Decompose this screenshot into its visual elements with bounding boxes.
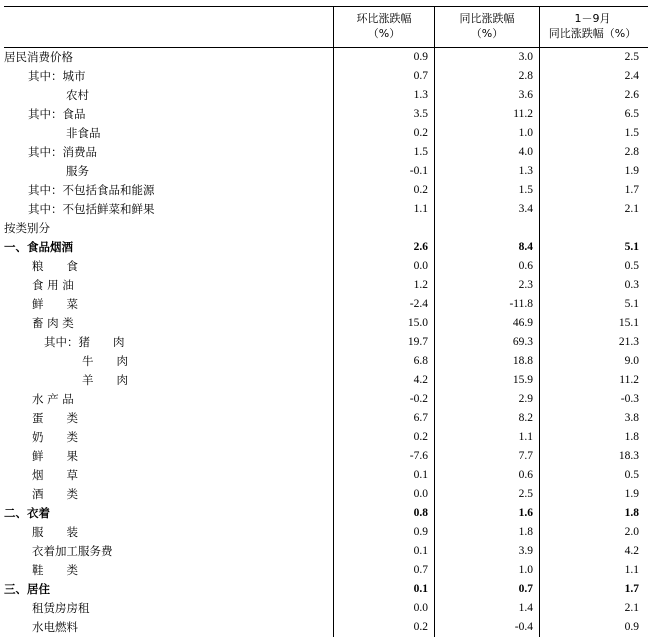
row-label-cell [4,257,334,276]
row-label-cell [4,428,334,447]
ytd-yoy-value: 2.6 [624,89,639,101]
yoy-value: 2.5 [435,485,540,504]
mom-value: 0.9 [334,48,435,67]
mom-value: 0.2 [334,618,435,637]
row-label: 农村 [66,88,89,102]
row-label: 租赁房房租 [32,601,90,615]
table-row [4,561,648,580]
mom-value [334,219,435,238]
row-label: 鞋 类 [32,563,78,577]
yoy-value: 2.3 [435,276,540,295]
row-label-cell [4,618,334,637]
row-label-cell [4,599,334,618]
mom-value: 0.1 [334,466,435,485]
ytd-yoy-value: 9.0 [624,355,639,367]
yoy-value: 3.6 [435,86,540,105]
ytd-yoy-value: 2.8 [624,146,639,158]
table-row [4,86,648,105]
yoy-value: 15.9 [435,371,540,390]
table-row [4,504,648,523]
yoy-value: 1.6 [435,504,540,523]
table-row [4,257,648,276]
ytd-yoy-value: 0.5 [624,469,639,481]
header-ytd-yoy-change [540,7,645,47]
row-label: 牛 肉 [82,354,128,368]
yoy-value: 1.4 [435,599,540,618]
row-label: 粮 食 [32,259,78,273]
row-label: 畜 肉 类 [32,316,74,330]
table-row [4,200,648,219]
yoy-value: 69.3 [435,333,540,352]
yoy-value: 11.2 [435,105,540,124]
ytd-yoy-value: 2.1 [624,602,639,614]
row-label-cell [4,181,334,200]
table-row [4,276,648,295]
yoy-value: 1.0 [435,561,540,580]
table-row [4,371,648,390]
table-row [4,48,648,67]
mom-value: 0.2 [334,181,435,200]
mom-value: 0.0 [334,257,435,276]
row-label: 居民消费价格 [4,50,73,64]
row-label: 奶 类 [32,430,78,444]
row-label-cell [4,143,334,162]
yoy-value: 7.7 [435,447,540,466]
row-label: 鲜 菜 [32,297,78,311]
row-label: 其中：不包括食品和能源 [28,183,155,197]
table-row [4,428,648,447]
mom-value: 0.7 [334,67,435,86]
mom-value: 1.5 [334,143,435,162]
row-label-cell [4,352,334,371]
header-yoy-line2: （%） [470,27,504,40]
ytd-yoy-value: 1.9 [624,165,639,177]
table-row [4,238,648,257]
yoy-value: 2.9 [435,390,540,409]
table-row [4,162,648,181]
header-ytd-line2: 同比涨跌幅（%） [548,27,637,40]
ytd-yoy-value: 1.7 [624,184,639,196]
mom-value: 0.2 [334,428,435,447]
mom-value: 1.1 [334,200,435,219]
row-label: 服务 [66,164,89,178]
yoy-value: 4.0 [435,143,540,162]
table-row [4,580,648,599]
mom-value: 0.0 [334,599,435,618]
ytd-yoy-value: -0.3 [620,393,639,405]
ytd-yoy-value: 0.9 [624,621,639,633]
table-row [4,333,648,352]
row-label-cell [4,86,334,105]
header-mom-line2: （%） [367,27,401,40]
table-row [4,409,648,428]
mom-value: 0.2 [334,124,435,143]
ytd-yoy-value: 4.2 [624,545,639,557]
yoy-value: 3.4 [435,200,540,219]
ytd-yoy-value: 11.2 [619,374,639,386]
mom-value: 6.7 [334,409,435,428]
table-row [4,523,648,542]
table-row [4,124,648,143]
row-label: 其中：消费品 [28,145,97,159]
table-row [4,447,648,466]
mom-value: 0.1 [334,580,435,599]
row-label: 蛋 类 [32,411,78,425]
mom-value: -0.1 [334,162,435,181]
row-label-cell [4,561,334,580]
table-row [4,105,648,124]
ytd-yoy-value: 18.3 [618,450,639,462]
ytd-yoy-value: 1.8 [624,507,639,519]
row-label-cell [4,219,334,238]
ytd-yoy-value: 6.5 [624,108,639,120]
table-row [4,466,648,485]
table-row [4,599,648,618]
row-label-cell [4,390,334,409]
header-blank-cell [4,7,334,47]
ytd-yoy-value: 21.3 [618,336,639,348]
mom-value: 0.7 [334,561,435,580]
yoy-value: 8.2 [435,409,540,428]
table-row [4,295,648,314]
ytd-yoy-value: 3.8 [624,412,639,424]
ytd-yoy-value: 5.1 [624,298,639,310]
yoy-value: 1.3 [435,162,540,181]
row-label: 烟 草 [32,468,78,482]
row-label: 三、居住 [4,582,50,596]
cpi-table [4,6,648,637]
table-row [4,181,648,200]
table-row [4,219,648,238]
table-body [4,48,648,637]
mom-value: 2.6 [334,238,435,257]
ytd-yoy-value: 0.5 [624,260,639,272]
ytd-yoy-value: 1.8 [624,431,639,443]
mom-value: -0.2 [334,390,435,409]
row-label: 鲜 果 [32,449,78,463]
row-label: 其中：城市 [28,69,86,83]
row-label-cell [4,523,334,542]
table-row [4,314,648,333]
table-header [4,6,648,48]
mom-value: 15.0 [334,314,435,333]
row-label-cell [4,447,334,466]
row-label: 食 用 油 [32,278,74,292]
row-label-cell [4,409,334,428]
yoy-value: 46.9 [435,314,540,333]
row-label: 衣着加工服务费 [32,544,113,558]
row-label: 一、食品烟酒 [4,240,73,254]
mom-value: 1.3 [334,86,435,105]
mom-value: 4.2 [334,371,435,390]
mom-value: 0.0 [334,485,435,504]
header-mom-line1: 环比涨跌幅 [356,12,412,25]
table-row [4,143,648,162]
yoy-value: 18.8 [435,352,540,371]
yoy-value: 0.7 [435,580,540,599]
header-yoy-change [435,7,540,47]
row-label: 其中：不包括鲜菜和鲜果 [28,202,155,216]
row-label: 服 装 [32,525,78,539]
table-row [4,618,648,637]
row-label-cell [4,276,334,295]
mom-value: 0.1 [334,542,435,561]
header-mom-change [334,7,435,47]
row-label: 其中：猪 肉 [44,335,125,349]
row-label-cell [4,238,334,257]
ytd-yoy-value: 2.4 [624,70,639,82]
row-label-cell [4,162,334,181]
mom-value: 3.5 [334,105,435,124]
mom-value: -2.4 [334,295,435,314]
ytd-yoy-value: 0.3 [624,279,639,291]
mom-value: 19.7 [334,333,435,352]
row-label-cell [4,504,334,523]
row-label-cell [4,466,334,485]
yoy-value: 1.5 [435,181,540,200]
row-label: 其中：食品 [28,107,86,121]
row-label-cell [4,485,334,504]
row-label-cell [4,314,334,333]
row-label-cell [4,124,334,143]
ytd-yoy-value: 1.7 [624,583,639,595]
yoy-value: -0.4 [435,618,540,637]
yoy-value: 1.1 [435,428,540,447]
ytd-yoy-value: 1.9 [624,488,639,500]
ytd-yoy-value: 15.1 [618,317,639,329]
row-label-cell [4,333,334,352]
row-label: 水 产 品 [32,392,74,406]
mom-value: 1.2 [334,276,435,295]
ytd-yoy-value: 2.1 [624,203,639,215]
row-label: 二、衣着 [4,506,50,520]
row-label-cell [4,542,334,561]
row-label-cell [4,371,334,390]
row-label-cell [4,105,334,124]
yoy-value: 3.0 [435,48,540,67]
row-label-cell [4,295,334,314]
table-row [4,485,648,504]
row-label-cell [4,580,334,599]
row-label: 按类别分 [4,221,50,235]
table-row [4,390,648,409]
ytd-yoy-value: 1.1 [624,564,639,576]
yoy-value: 1.8 [435,523,540,542]
yoy-value: 0.6 [435,466,540,485]
yoy-value: 3.9 [435,542,540,561]
table-row [4,67,648,86]
ytd-yoy-value: 2.5 [624,51,639,63]
row-label: 羊 肉 [82,373,128,387]
ytd-yoy-value: 1.5 [624,127,639,139]
row-label-cell [4,48,334,67]
row-label: 酒 类 [32,487,78,501]
row-label: 非食品 [66,126,101,140]
yoy-value: 8.4 [435,238,540,257]
yoy-value: 0.6 [435,257,540,276]
mom-value: 6.8 [334,352,435,371]
ytd-yoy-value: 2.0 [624,526,639,538]
table-row [4,352,648,371]
row-label-cell [4,67,334,86]
mom-value: 0.9 [334,523,435,542]
mom-value: 0.8 [334,504,435,523]
yoy-value: 1.0 [435,124,540,143]
header-ytd-line1: 1－9月 [574,12,611,25]
yoy-value [435,219,540,238]
yoy-value: -11.8 [435,295,540,314]
table-row [4,542,648,561]
row-label-cell [4,200,334,219]
header-yoy-line1: 同比涨跌幅 [459,12,515,25]
row-label: 水电燃料 [32,620,78,634]
ytd-yoy-value: 5.1 [624,241,639,253]
yoy-value: 2.8 [435,67,540,86]
ytd-yoy-value [540,219,645,238]
mom-value: -7.6 [334,447,435,466]
